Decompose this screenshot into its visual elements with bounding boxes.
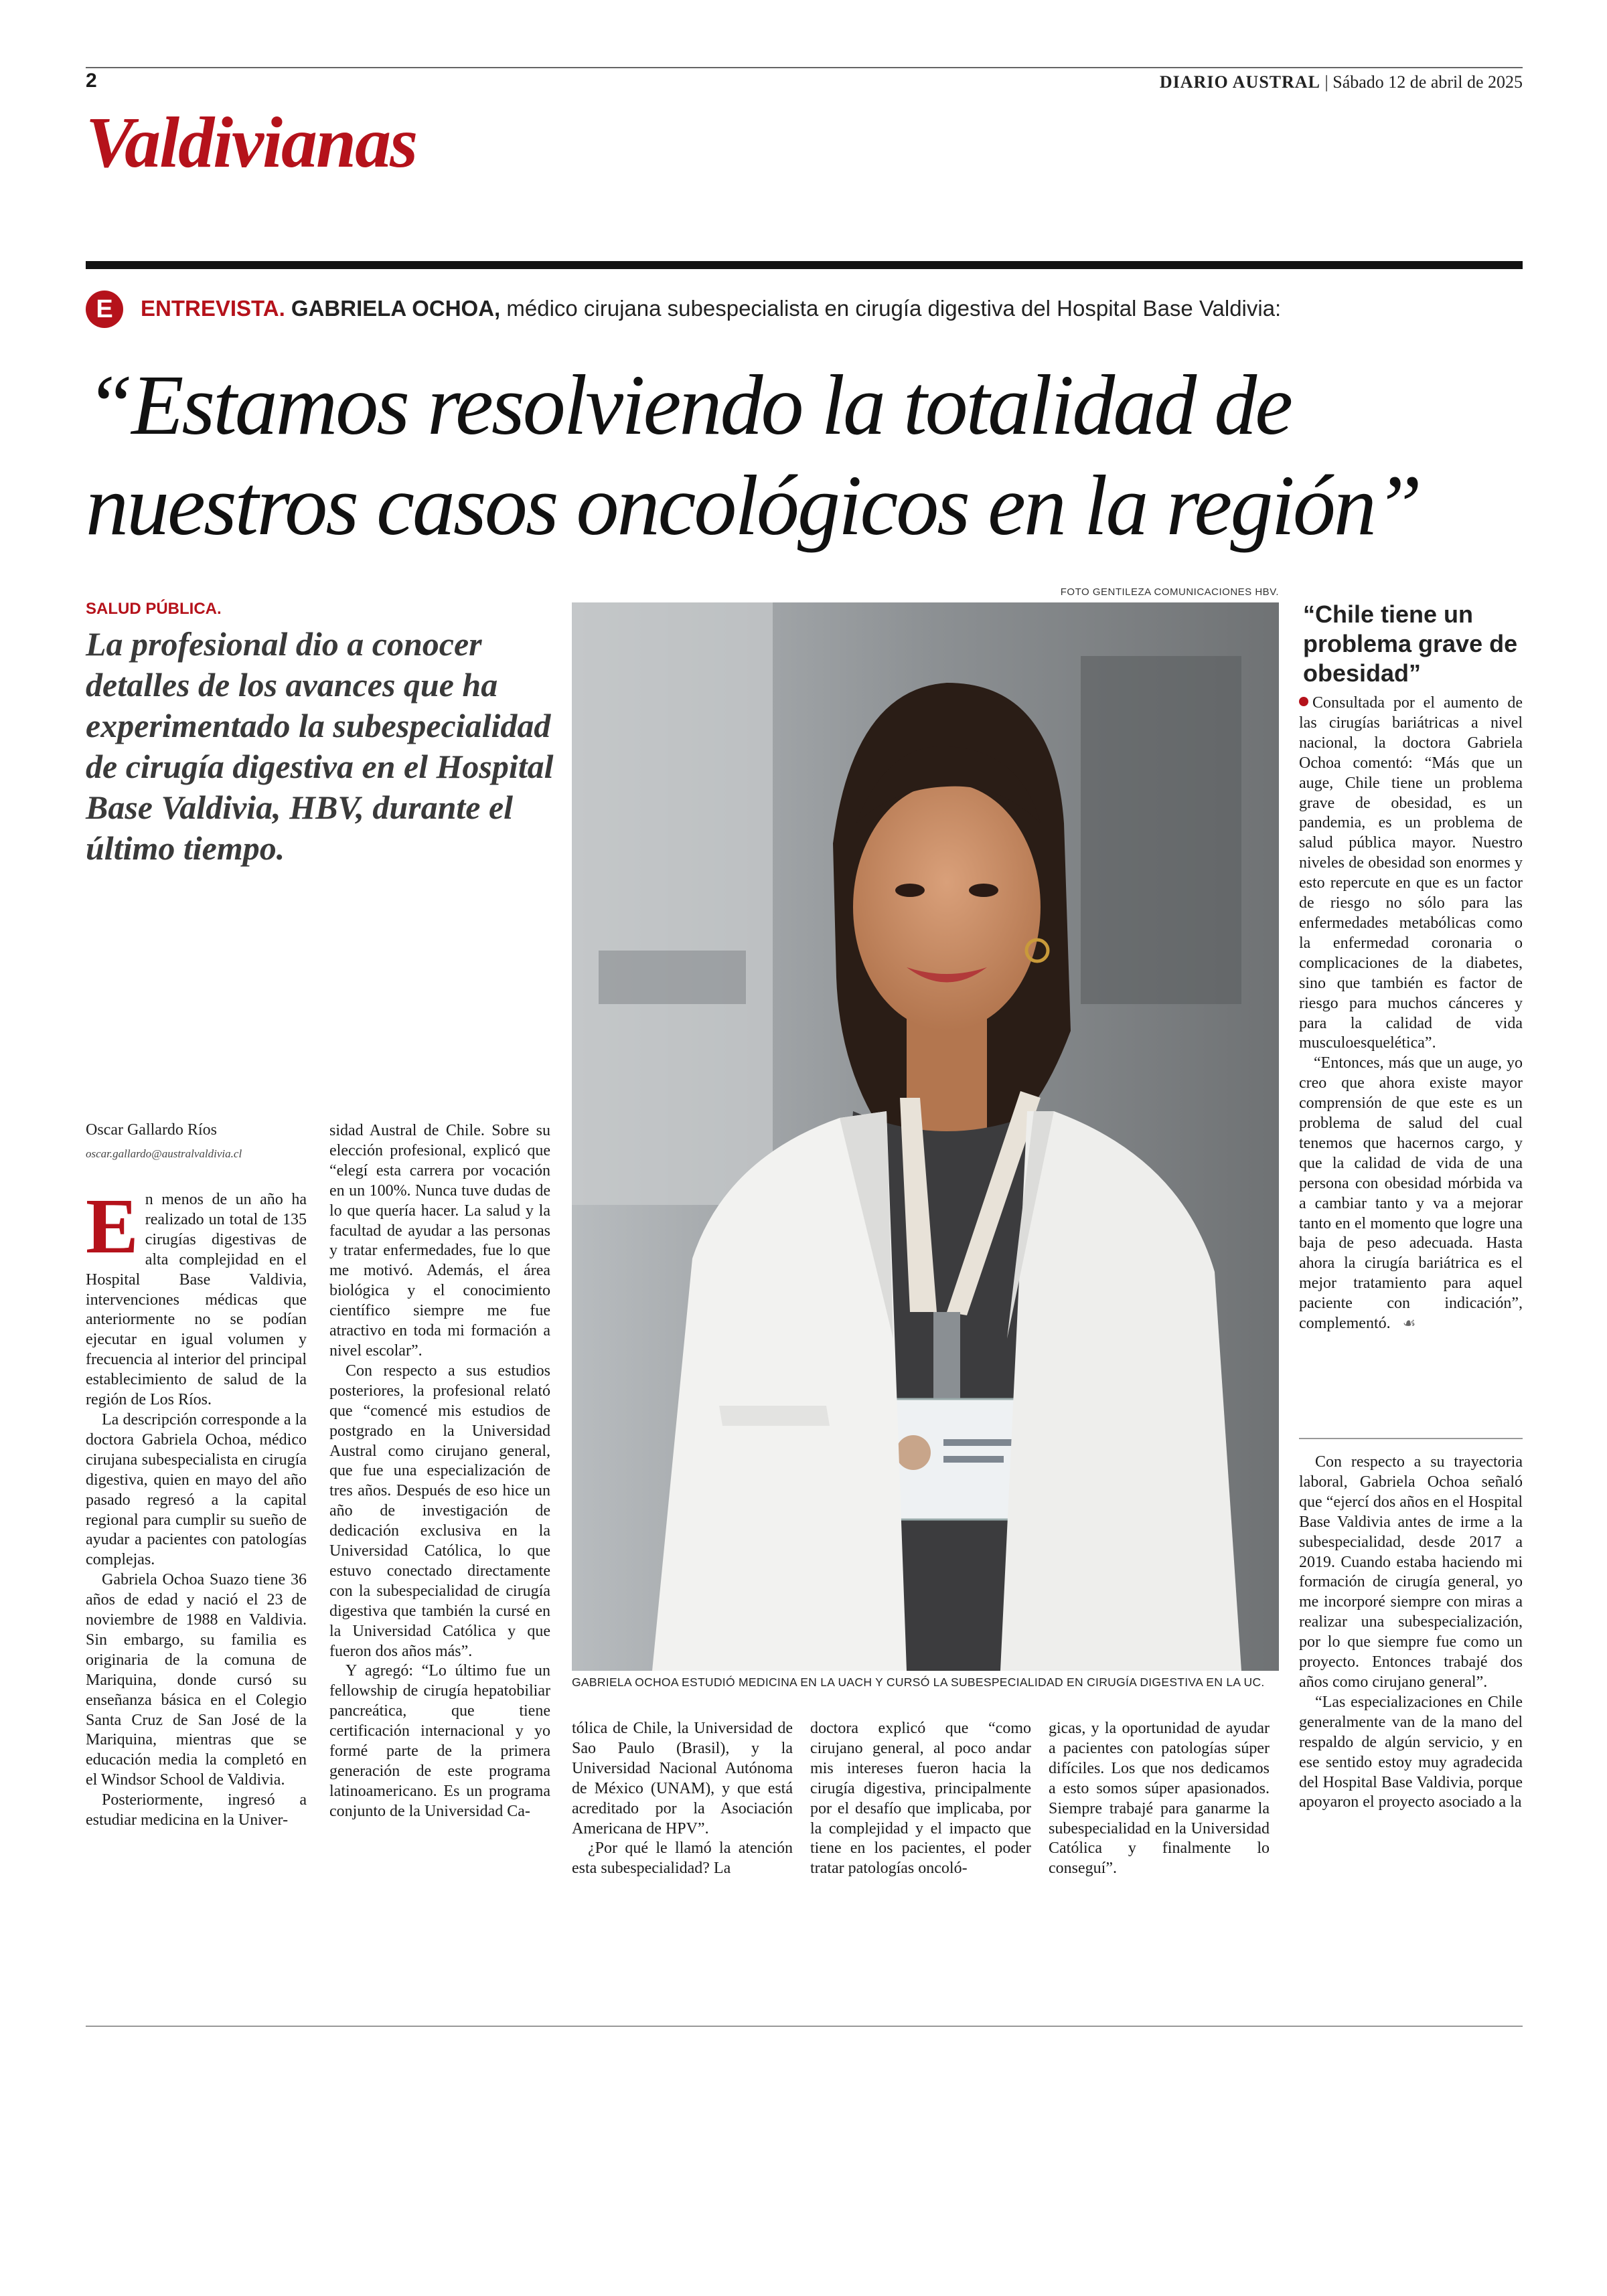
body-paragraph — [86, 1182, 307, 1410]
portrait-illustration — [572, 602, 1279, 1671]
issue-date: Sábado 12 de abril de 2025 — [1332, 72, 1523, 92]
body-paragraph: La descripción corresponde a la doctora Gabriela Ochoa, médico cirujana subespecialista en cirugía digestiva, quien en mayo del año pasado regresó a la capital regional para cumplir su sueño de ayudar a pacientes con patologías complejas. — [86, 1410, 307, 1569]
body-column-3 — [572, 1719, 793, 1900]
body-paragraph: “Las especializaciones en Chile generalmente van de la mano del respaldo de algún servicio, y en ese sentido estoy muy agradecida del Hospital Base Valdivia, porque apoyaron el proyecto asociado a la — [1299, 1693, 1523, 1811]
body-column-1 — [86, 1182, 307, 1900]
body-paragraph: doctora explicó que “como cirujano general, al poco andar mis intereses fueron hacia la cirugía digestiva, principalmente por el desafío que implicaba, por la complejidad y el impacto que tiene en los pacientes, el poder tratar patologías oncoló- — [810, 1720, 1031, 1878]
sidebar-rule — [1299, 1438, 1523, 1439]
sidebar-body — [1299, 693, 1523, 1416]
kicker — [141, 296, 1281, 321]
portrait-photo — [572, 602, 1279, 1671]
sidebar-paragraph — [1299, 693, 1523, 1054]
end-mark-icon: ☙ — [1402, 1315, 1416, 1333]
topic-label: SALUD PÚBLICA. — [86, 600, 222, 618]
kicker-label: ENTREVISTA. — [141, 296, 285, 321]
kicker-name: GABRIELA OCHOA, — [291, 296, 501, 321]
body-paragraph: gicas, y la oportunidad de ayudar a pacientes con patologías súper difíciles. Los que nos dedicamos a esto somos súper apasionados. Siempre trabajé para ganarme la subespecialidad en la Universidad Católica y finalmente lo conseguí”. — [1049, 1720, 1270, 1878]
section-rule — [86, 261, 1523, 269]
paper-name: DIARIO AUSTRAL — [1159, 72, 1321, 92]
deck: La profesional dio a conocer detalles de los avances que ha experimentado la subespecialidad de cirugía digestiva en el Hospital Base Valdivia, HBV, durante el último tiempo. — [86, 625, 554, 867]
masthead: DIARIO AUSTRAL | Sábado 12 de abril de 2025 — [1159, 72, 1523, 92]
bottom-rule — [86, 2026, 1523, 2027]
body-column-6 — [1299, 1453, 1523, 1901]
bullet-dot-icon — [1299, 697, 1308, 706]
byline-author: Oscar Gallardo Ríos — [86, 1121, 217, 1139]
drop-cap: E — [86, 1182, 139, 1270]
photo-caption: GABRIELA OCHOA ESTUDIÓ MEDICINA EN LA UACH Y CURSÓ LA SUBESPECIALIDAD EN CIRUGÍA DIGESTIVA EN LA UC. — [572, 1675, 1265, 1689]
sidebar-paragraph-text: “Entonces, más que un auge, yo creo que ahora existe mayor comprensión de que este es un problema de salud del cual tenemos que hacernos cargo, y que la calidad de vida de una persona con obesidad mórbida va a cambiar tanto y va a mejorar tanto en el momento que logre una baja de peso adecuada. Hasta ahora la cirugía bariátrica es el mejor tratamiento para aquel paciente con indicación”, complementó. — [1299, 1054, 1523, 1333]
body-paragraph: Posteriormente, ingresó a estudiar medicina en la Univer- — [86, 1791, 307, 1829]
sidebar-paragraph-text: Consultada por el aumento de las cirugías bariátricas a nivel nacional, la doctora Gabriela Ochoa comentó: “Más que un auge, Chile tiene un problema grave de obesidad, es un pandemia, es un problema de salud pública mayor. Nuestro niveles de obesidad son enormes y esto repercute en que es un factor de riesgo no sólo para las enfermedades metabólicas como la enfermedad coronaria o complicaciones de la diabetes, sino que también es factor de riesgo para muchos cánceres y para la calidad de vida musculoesquelética”. — [1299, 694, 1523, 1052]
body-paragraph: ¿Por qué le llamó la atención esta subespecialidad? La — [572, 1839, 793, 1878]
interview-badge: E — [86, 291, 123, 328]
body-paragraph: Y agregó: “Lo último fue un fellowship de cirugía hepatobiliar pancreática, que tiene certificación internacional y yo formé parte de la primera generación de este programa latinoamericano. Es un programa conjunto de la Universidad Ca- — [329, 1662, 550, 1820]
body-column-2 — [329, 1121, 550, 1820]
headline: “Estamos resolviendo la totalidad de nuestros casos oncológicos en la región” — [86, 357, 1421, 553]
kicker-description: médico cirujana subespecialista en cirugía digestiva del Hospital Base Valdivia: — [506, 296, 1282, 321]
body-paragraph: sidad Austral de Chile. Sobre su elección profesional, explicó que “elegí esta carrera por vocación en un 100%. Nunca tuve dudas de lo que quería hacer. La salud y la facultad de ayudar a las personas y tratar enfermedades, fue lo que me motivó. Además, el área biológica y el conocimiento científico siempre me fue atractivo en toda mi formación a nivel escolar”. — [329, 1122, 550, 1360]
photo-credit: FOTO GENTILEZA COMUNICACIONES HBV. — [1060, 586, 1279, 598]
body-paragraph: tólica de Chile, la Universidad de Sao Paulo (Brasil), y la Universidad Nacional Autónoma de México (UNAM), y que está acreditado por la Asociación Americana de HPV”. — [572, 1720, 793, 1837]
top-rule — [86, 67, 1523, 68]
body-column-5 — [1049, 1719, 1270, 1900]
page-number: 2 — [86, 70, 97, 92]
body-column-4 — [810, 1719, 1031, 1900]
body-paragraph: Gabriela Ochoa Suazo tiene 36 años de edad y nació el 23 de noviembre de 1988 en Valdivia. Sin embargo, su familia es originaria de la comuna de Mariquina, donde cursó su enseñanza básica en el Colegio Santa Cruz de San José de la Mariquina, mientras que se educación media la completó en el Windsor School de Valdivia. — [86, 1571, 307, 1789]
sidebar-title: “Chile tiene un problema grave de obesidad” — [1303, 600, 1518, 687]
sidebar-paragraph — [1299, 1054, 1523, 1334]
byline-email: oscar.gallardo@australvaldivia.cl — [86, 1147, 242, 1160]
paragraph-text: n menos de un año ha realizado un total de 135 cirugías digestivas de alta complejidad en el Hospital Base Valdivia, intervenciones médicas que anteriormente no se podían ejecutar en igual volumen y frecuencia al interior del principal establecimiento de salud de la región de Los Ríos. — [86, 1191, 307, 1409]
body-paragraph: Con respecto a sus estudios posteriores, la profesional relató que “comencé mis estudios de postgrado en la Universidad Austral como cirujano general, que fue una especialización de tres años. Después de eso hice un año de investigación de dedicación exclusiva en la Universidad Católica, lo que estuvo conectado directamente con la subespecialidad de cirugía digestiva que también la cursé en la Universidad Católica y que fueron dos años más”. — [329, 1362, 550, 1660]
section-title: Valdivianas — [86, 103, 417, 183]
body-paragraph: Con respecto a su trayectoria laboral, Gabriela Ochoa señaló que “ejercí dos años en el Hospital Base Valdivia antes de irme a la subespecialidad, desde 2017 a 2019. Cuando estaba haciendo mi formación de cirugía general, yo me incorporé siempre con miras a realizar una subespecialización, por lo que siempre fue como un proyecto. Entonces trabajé dos años como cirujano general”. — [1299, 1453, 1523, 1691]
